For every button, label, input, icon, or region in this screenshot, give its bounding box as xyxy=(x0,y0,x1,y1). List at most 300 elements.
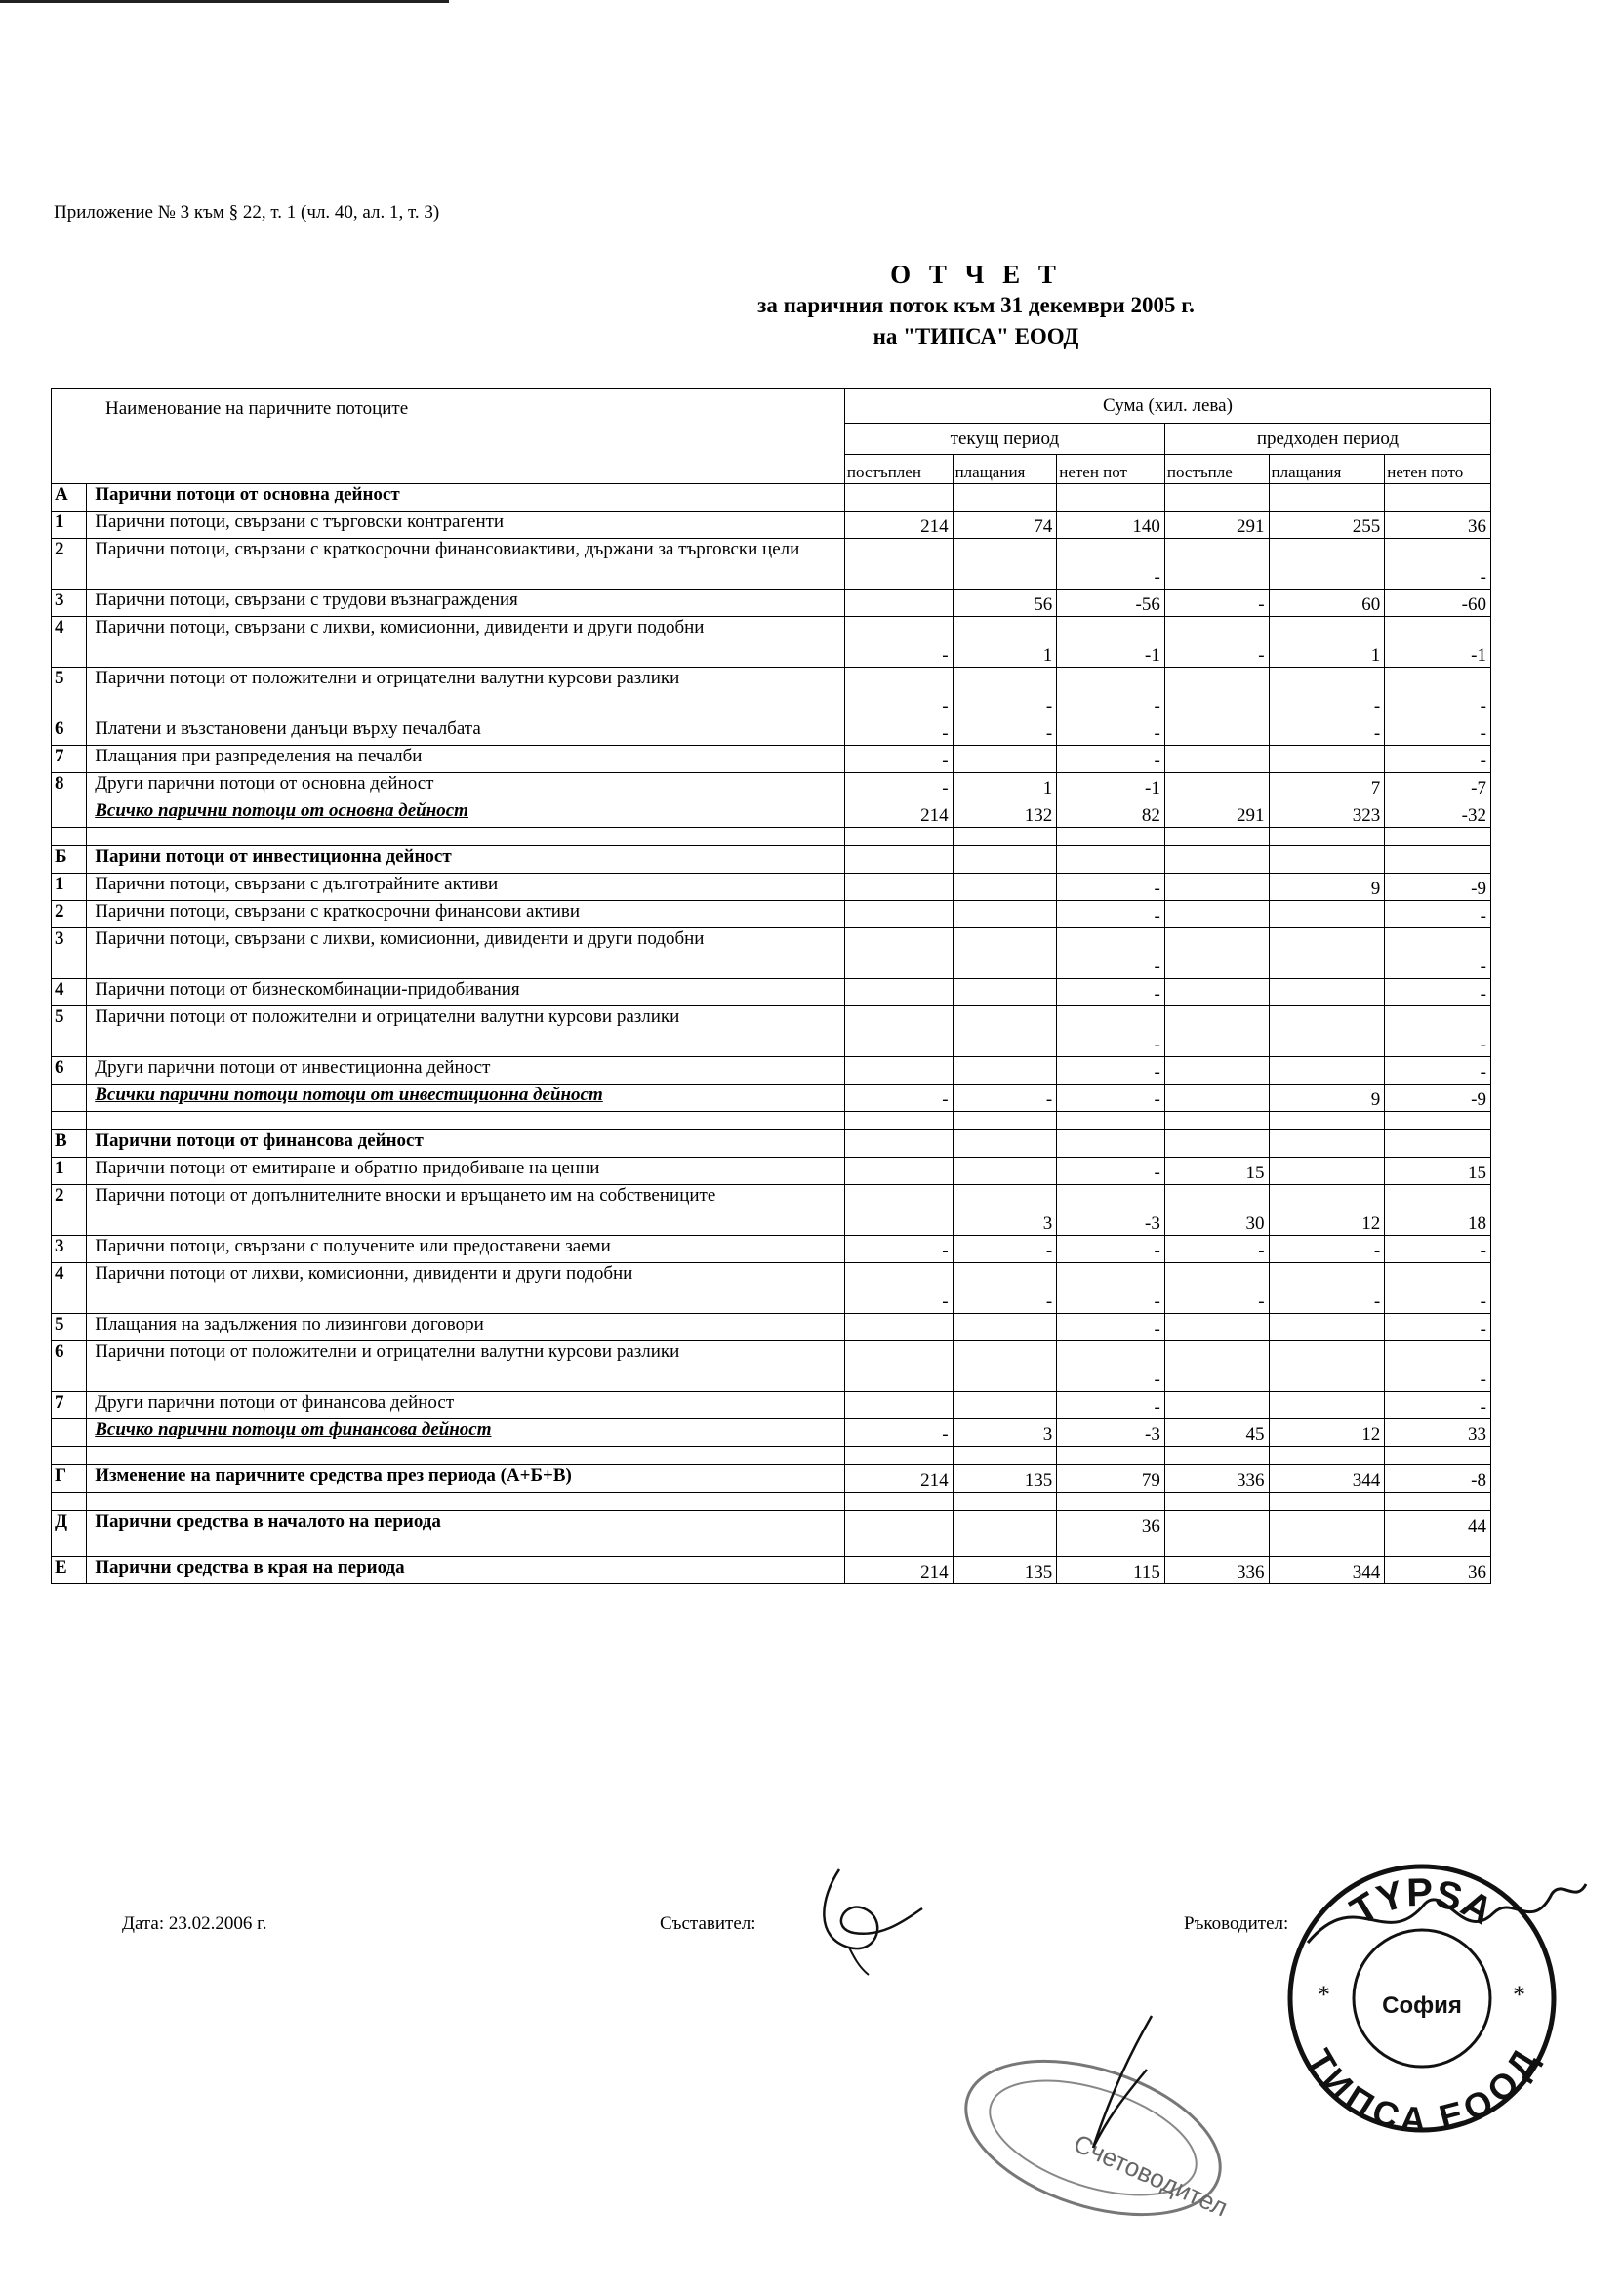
table-row xyxy=(52,718,1491,746)
header-col: нетен пот xyxy=(1057,455,1165,484)
value-cell: - xyxy=(1385,539,1491,590)
header-col: нетен пото xyxy=(1385,455,1491,484)
value-cell: 45 xyxy=(1164,1419,1269,1447)
value-cell xyxy=(1164,773,1269,800)
row-code: 2 xyxy=(52,901,87,928)
value-cell xyxy=(844,1341,953,1392)
table-row xyxy=(52,1236,1491,1263)
value-cell xyxy=(1385,846,1491,874)
table-row xyxy=(52,773,1491,800)
value-cell xyxy=(953,746,1057,773)
value-cell xyxy=(1269,1314,1385,1341)
row-code: Г xyxy=(52,1465,87,1493)
value-cell: 323 xyxy=(1269,800,1385,828)
row-code xyxy=(52,800,87,828)
row-code: 1 xyxy=(52,1158,87,1185)
value-cell: - xyxy=(844,1419,953,1447)
value-cell: 336 xyxy=(1164,1465,1269,1493)
header-sum: Сума (хил. лева) xyxy=(844,389,1490,424)
row-label: Парични потоци, свързани с получените или предоставени заеми xyxy=(87,1236,845,1263)
svg-text:София: София xyxy=(1382,1992,1462,2019)
row-label: Изменение на паричните средства през периода (А+Б+В) xyxy=(87,1465,845,1493)
row-label: Парични потоци от положителни и отрицателни валутни курсови разлики xyxy=(87,1006,845,1057)
value-cell xyxy=(953,979,1057,1006)
value-cell: - xyxy=(1269,1236,1385,1263)
header-name-cell: Наименование на паричните потоците xyxy=(52,389,845,484)
empty-cell xyxy=(52,1447,87,1465)
svg-text:TYPSA: TYPSA xyxy=(1343,1870,1500,1934)
row-code: 3 xyxy=(52,928,87,979)
empty-cell xyxy=(1385,1112,1491,1130)
table-row xyxy=(52,979,1491,1006)
spacer-row xyxy=(52,828,1491,846)
value-cell: 74 xyxy=(953,512,1057,539)
empty-cell xyxy=(1057,1447,1165,1465)
value-cell: 9 xyxy=(1269,874,1385,901)
value-cell: 18 xyxy=(1385,1185,1491,1236)
row-code: А xyxy=(52,484,87,512)
row-code: В xyxy=(52,1130,87,1158)
table-row xyxy=(52,1158,1491,1185)
compiler-signature xyxy=(810,1860,927,1977)
empty-cell xyxy=(1164,1538,1269,1557)
value-cell xyxy=(1269,846,1385,874)
empty-cell xyxy=(1057,1112,1165,1130)
value-cell: 36 xyxy=(1057,1511,1165,1538)
value-cell: -9 xyxy=(1385,874,1491,901)
value-cell xyxy=(844,539,953,590)
value-cell: - xyxy=(1057,668,1165,718)
empty-cell xyxy=(844,1447,953,1465)
pen-stroke xyxy=(1054,2011,1171,2157)
value-cell: -7 xyxy=(1385,773,1491,800)
manager-signature xyxy=(1298,1874,1591,1962)
empty-cell xyxy=(1269,828,1385,846)
value-cell: 9 xyxy=(1269,1085,1385,1112)
header-col: плащания xyxy=(953,455,1057,484)
value-cell xyxy=(844,1511,953,1538)
table-row xyxy=(52,1085,1491,1112)
value-cell: 30 xyxy=(1164,1185,1269,1236)
header-col: плащания xyxy=(1269,455,1385,484)
value-cell xyxy=(1164,928,1269,979)
value-cell xyxy=(953,901,1057,928)
empty-cell xyxy=(1385,1447,1491,1465)
value-cell xyxy=(1057,846,1165,874)
value-cell: 33 xyxy=(1385,1419,1491,1447)
table-row xyxy=(52,901,1491,928)
value-cell: 115 xyxy=(1057,1557,1165,1584)
value-cell xyxy=(1269,928,1385,979)
value-cell xyxy=(1269,1006,1385,1057)
value-cell: 291 xyxy=(1164,800,1269,828)
value-cell: - xyxy=(1057,979,1165,1006)
row-label: Други парични потоци от финансова дейност xyxy=(87,1392,845,1419)
cash-flow-table xyxy=(51,388,1491,1584)
row-label: Всичко парични потоци от основна дейност xyxy=(87,800,845,828)
value-cell: 15 xyxy=(1164,1158,1269,1185)
header-col: постъплен xyxy=(844,455,953,484)
value-cell xyxy=(1164,668,1269,718)
value-cell xyxy=(953,1511,1057,1538)
value-cell xyxy=(953,1314,1057,1341)
value-cell xyxy=(1164,539,1269,590)
value-cell: 140 xyxy=(1057,512,1165,539)
value-cell: - xyxy=(1057,1341,1165,1392)
value-cell xyxy=(1164,846,1269,874)
value-cell: 60 xyxy=(1269,590,1385,617)
svg-text:Счетоводител: Счетоводител xyxy=(1069,2128,1233,2223)
value-cell: - xyxy=(1269,1263,1385,1314)
value-cell: - xyxy=(1385,1314,1491,1341)
value-cell: 255 xyxy=(1269,512,1385,539)
value-cell: 56 xyxy=(953,590,1057,617)
value-cell: 12 xyxy=(1269,1419,1385,1447)
row-label: Парични потоци от положителни и отрицателни валутни курсови разлики xyxy=(87,668,845,718)
value-cell xyxy=(1164,484,1269,512)
value-cell: - xyxy=(844,746,953,773)
value-cell: - xyxy=(1057,1263,1165,1314)
value-cell xyxy=(1269,1392,1385,1419)
header-col: постъпле xyxy=(1164,455,1269,484)
row-label: Парични потоци от основна дейност xyxy=(87,484,845,512)
scan-top-line xyxy=(0,0,449,3)
value-cell xyxy=(1269,484,1385,512)
value-cell: - xyxy=(1057,1085,1165,1112)
table-row xyxy=(52,874,1491,901)
table-row xyxy=(52,1465,1491,1493)
empty-cell xyxy=(52,1493,87,1511)
row-label: Парични средства в края на периода xyxy=(87,1557,845,1584)
value-cell: 12 xyxy=(1269,1185,1385,1236)
value-cell: 214 xyxy=(844,512,953,539)
value-cell xyxy=(844,1392,953,1419)
footer-date: Дата: 23.02.2006 г. xyxy=(122,1913,267,1934)
table-row xyxy=(52,1392,1491,1419)
row-label: Платени и възстановени данъци върху печалбата xyxy=(87,718,845,746)
empty-cell xyxy=(1269,1112,1385,1130)
empty-cell xyxy=(87,1447,845,1465)
value-cell xyxy=(1164,1006,1269,1057)
row-label: Парични потоци от допълнителните вноски и връщането им на собствениците xyxy=(87,1185,845,1236)
spacer-row xyxy=(52,1493,1491,1511)
row-code: Е xyxy=(52,1557,87,1584)
empty-cell xyxy=(1057,1493,1165,1511)
table-row xyxy=(52,928,1491,979)
value-cell: 36 xyxy=(1385,1557,1491,1584)
row-label: Парични потоци от финансова дейност xyxy=(87,1130,845,1158)
spacer-row xyxy=(52,1447,1491,1465)
value-cell: - xyxy=(1269,668,1385,718)
table-row xyxy=(52,590,1491,617)
value-cell: 132 xyxy=(953,800,1057,828)
row-label: Парични потоци, свързани с лихви, комисионни, дивиденти и други подобни xyxy=(87,617,845,668)
value-cell: - xyxy=(1164,1236,1269,1263)
value-cell: - xyxy=(844,1236,953,1263)
value-cell: - xyxy=(844,668,953,718)
value-cell: 1 xyxy=(1269,617,1385,668)
value-cell xyxy=(953,484,1057,512)
value-cell: 1 xyxy=(953,773,1057,800)
row-label: Парични потоци, свързани с лихви, комисионни, дивиденти и други подобни xyxy=(87,928,845,979)
table-row xyxy=(52,617,1491,668)
empty-cell xyxy=(52,1538,87,1557)
empty-cell xyxy=(1057,828,1165,846)
value-cell: -1 xyxy=(1057,773,1165,800)
value-cell xyxy=(1164,1341,1269,1392)
row-label: Парични потоци от лихви, комисионни, дивиденти и други подобни xyxy=(87,1263,845,1314)
value-cell xyxy=(953,846,1057,874)
value-cell xyxy=(1164,1511,1269,1538)
value-cell: - xyxy=(1385,718,1491,746)
row-label: Парични потоци, свързани с краткосрочни финансовиактиви, държани за търговски цели xyxy=(87,539,845,590)
value-cell: - xyxy=(1385,1392,1491,1419)
value-cell xyxy=(844,979,953,1006)
table-row xyxy=(52,746,1491,773)
value-cell: - xyxy=(844,718,953,746)
value-cell: - xyxy=(1269,718,1385,746)
value-cell: - xyxy=(1385,1006,1491,1057)
value-cell xyxy=(844,901,953,928)
value-cell xyxy=(1385,484,1491,512)
value-cell xyxy=(844,1314,953,1341)
empty-cell xyxy=(1164,1112,1269,1130)
value-cell: 214 xyxy=(844,800,953,828)
value-cell xyxy=(1269,1057,1385,1085)
value-cell xyxy=(953,1057,1057,1085)
value-cell xyxy=(1269,1130,1385,1158)
value-cell xyxy=(953,1006,1057,1057)
empty-cell xyxy=(953,1538,1057,1557)
value-cell: 344 xyxy=(1269,1557,1385,1584)
value-cell: - xyxy=(953,1085,1057,1112)
value-cell xyxy=(844,590,953,617)
value-cell: -1 xyxy=(1057,617,1165,668)
empty-cell xyxy=(1269,1493,1385,1511)
table-row xyxy=(52,668,1491,718)
table-row xyxy=(52,1341,1491,1392)
empty-cell xyxy=(953,1493,1057,1511)
empty-cell xyxy=(1269,1538,1385,1557)
row-code: 8 xyxy=(52,773,87,800)
value-cell: 1 xyxy=(953,617,1057,668)
value-cell: -3 xyxy=(1057,1419,1165,1447)
row-code: Д xyxy=(52,1511,87,1538)
value-cell: - xyxy=(1057,539,1165,590)
value-cell xyxy=(1164,746,1269,773)
value-cell: - xyxy=(1057,874,1165,901)
value-cell: -9 xyxy=(1385,1085,1491,1112)
empty-cell xyxy=(844,1112,953,1130)
value-cell: - xyxy=(844,1263,953,1314)
value-cell: - xyxy=(1057,1392,1165,1419)
value-cell xyxy=(953,1392,1057,1419)
empty-cell xyxy=(1385,1538,1491,1557)
value-cell xyxy=(1269,539,1385,590)
value-cell: - xyxy=(953,718,1057,746)
value-cell: -56 xyxy=(1057,590,1165,617)
value-cell xyxy=(1164,718,1269,746)
value-cell: 214 xyxy=(844,1557,953,1584)
value-cell: - xyxy=(1057,1057,1165,1085)
value-cell xyxy=(1164,1392,1269,1419)
empty-cell xyxy=(1269,1447,1385,1465)
row-code: 6 xyxy=(52,718,87,746)
value-cell: - xyxy=(953,668,1057,718)
value-cell: - xyxy=(1057,746,1165,773)
value-cell xyxy=(1164,874,1269,901)
header-current-period: текущ период xyxy=(844,424,1164,455)
row-code: 6 xyxy=(52,1341,87,1392)
value-cell xyxy=(844,846,953,874)
value-cell: -32 xyxy=(1385,800,1491,828)
value-cell: 214 xyxy=(844,1465,953,1493)
value-cell: 336 xyxy=(1164,1557,1269,1584)
value-cell xyxy=(844,874,953,901)
table-row xyxy=(52,1314,1491,1341)
row-code: 7 xyxy=(52,1392,87,1419)
table-row xyxy=(52,800,1491,828)
value-cell: - xyxy=(1385,901,1491,928)
row-label: Плащания при разпределения на печалби xyxy=(87,746,845,773)
value-cell xyxy=(953,1158,1057,1185)
empty-cell xyxy=(844,1493,953,1511)
value-cell: - xyxy=(1385,1057,1491,1085)
appendix-note: Приложение № 3 към § 22, т. 1 (чл. 40, ал. 1, т. 3) xyxy=(54,202,440,223)
company-name: на "ТИПСА" ЕООД xyxy=(873,324,1079,348)
value-cell: - xyxy=(844,773,953,800)
table-row xyxy=(52,539,1491,590)
empty-cell xyxy=(1164,1493,1269,1511)
value-cell: - xyxy=(1385,928,1491,979)
table-row xyxy=(52,1057,1491,1085)
value-cell xyxy=(1164,979,1269,1006)
value-cell xyxy=(1269,979,1385,1006)
value-cell xyxy=(1057,1130,1165,1158)
svg-text:ТИПСА ЕООД: ТИПСА ЕООД xyxy=(1299,2042,1545,2140)
row-code: 7 xyxy=(52,746,87,773)
value-cell: - xyxy=(844,617,953,668)
table-row xyxy=(52,1130,1491,1158)
value-cell xyxy=(953,928,1057,979)
svg-text:*: * xyxy=(1318,1981,1330,2009)
row-code: 2 xyxy=(52,539,87,590)
empty-cell xyxy=(87,1493,845,1511)
row-code: 5 xyxy=(52,1314,87,1341)
value-cell: - xyxy=(1385,1236,1491,1263)
table-row xyxy=(52,512,1491,539)
table-row xyxy=(52,846,1491,874)
value-cell: - xyxy=(1057,1158,1165,1185)
value-cell: - xyxy=(1164,617,1269,668)
empty-cell xyxy=(953,1447,1057,1465)
row-code: 5 xyxy=(52,1006,87,1057)
empty-cell xyxy=(87,1112,845,1130)
value-cell: - xyxy=(1057,928,1165,979)
row-code xyxy=(52,1419,87,1447)
value-cell: - xyxy=(1385,979,1491,1006)
value-cell xyxy=(1164,901,1269,928)
value-cell: 7 xyxy=(1269,773,1385,800)
value-cell: -1 xyxy=(1385,617,1491,668)
table-row xyxy=(52,1419,1491,1447)
empty-cell xyxy=(52,1112,87,1130)
value-cell xyxy=(844,1130,953,1158)
row-code: 5 xyxy=(52,668,87,718)
empty-cell xyxy=(1385,1493,1491,1511)
value-cell xyxy=(844,928,953,979)
value-cell: 79 xyxy=(1057,1465,1165,1493)
value-cell xyxy=(1164,1130,1269,1158)
value-cell: 3 xyxy=(953,1185,1057,1236)
value-cell: 135 xyxy=(953,1557,1057,1584)
row-label: Парични потоци от емитиране и обратно придобиване на ценни xyxy=(87,1158,845,1185)
value-cell: 15 xyxy=(1385,1158,1491,1185)
empty-cell xyxy=(953,1112,1057,1130)
row-code: 1 xyxy=(52,874,87,901)
svg-text:*: * xyxy=(1513,1981,1525,2009)
value-cell: - xyxy=(1057,1314,1165,1341)
value-cell xyxy=(1385,1130,1491,1158)
value-cell xyxy=(844,1057,953,1085)
value-cell xyxy=(1269,746,1385,773)
value-cell: - xyxy=(1385,746,1491,773)
row-label: Парични потоци от положителни и отрицателни валутни курсови разлики xyxy=(87,1341,845,1392)
header-previous-period: предходен период xyxy=(1164,424,1490,455)
value-cell xyxy=(1269,1341,1385,1392)
spacer-row xyxy=(52,1112,1491,1130)
value-cell xyxy=(1164,1085,1269,1112)
row-code: 1 xyxy=(52,512,87,539)
value-cell: - xyxy=(1057,1236,1165,1263)
value-cell xyxy=(844,1006,953,1057)
row-code xyxy=(52,1085,87,1112)
empty-cell xyxy=(844,1538,953,1557)
row-label: Други парични потоци от инвестиционна дейност xyxy=(87,1057,845,1085)
row-label: Парични потоци, свързани с трудови възнаграждения xyxy=(87,590,845,617)
value-cell xyxy=(953,1341,1057,1392)
value-cell: - xyxy=(953,1236,1057,1263)
value-cell: - xyxy=(1385,668,1491,718)
row-code: 3 xyxy=(52,1236,87,1263)
row-label: Други парични потоци от основна дейност xyxy=(87,773,845,800)
value-cell: 3 xyxy=(953,1419,1057,1447)
row-code: 4 xyxy=(52,979,87,1006)
table-row xyxy=(52,1557,1491,1584)
value-cell xyxy=(953,539,1057,590)
empty-cell xyxy=(1164,828,1269,846)
table-row xyxy=(52,484,1491,512)
footer-compiler-label: Съставител: xyxy=(660,1913,756,1934)
row-code: 4 xyxy=(52,617,87,668)
table-row xyxy=(52,1006,1491,1057)
row-label: Парични средства в началото на периода xyxy=(87,1511,845,1538)
value-cell xyxy=(844,1158,953,1185)
value-cell: - xyxy=(1057,901,1165,928)
row-code: 3 xyxy=(52,590,87,617)
row-label: Парични потоци, свързани с дълготрайните активи xyxy=(87,874,845,901)
footer-manager-label: Ръководител: xyxy=(1184,1913,1289,1934)
empty-cell xyxy=(1164,1447,1269,1465)
row-label: Всички парични потоци потоци от инвестиционна дейност xyxy=(87,1085,845,1112)
value-cell: 135 xyxy=(953,1465,1057,1493)
value-cell xyxy=(953,874,1057,901)
value-cell xyxy=(1164,1057,1269,1085)
table-row xyxy=(52,1185,1491,1236)
value-cell: - xyxy=(1385,1263,1491,1314)
report-subtitle: за паричния поток към 31 декември 2005 г. xyxy=(757,293,1195,317)
value-cell: - xyxy=(1385,1341,1491,1392)
